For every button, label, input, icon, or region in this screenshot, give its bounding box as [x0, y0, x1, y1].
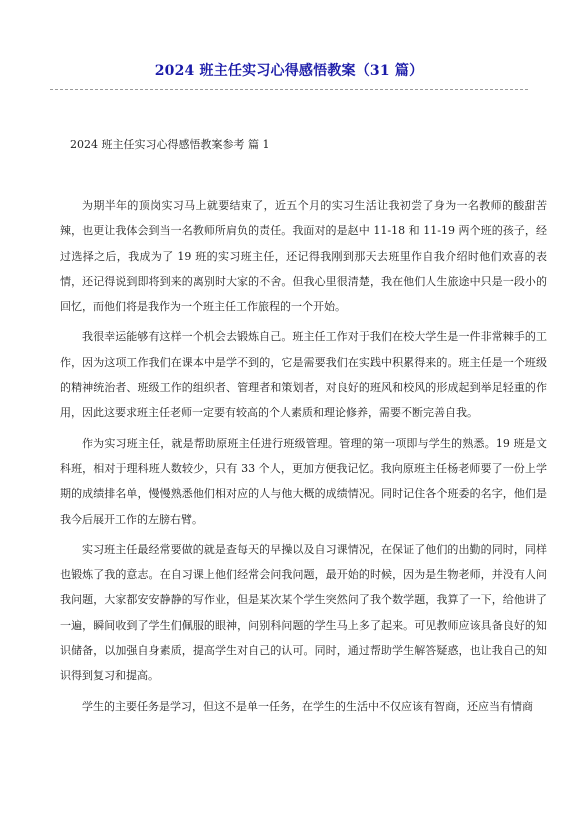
paragraph-1: 为期半年的顶岗实习马上就要结束了，近五个月的实习生活让我初尝了身为一名教师的酸甜苦辣，也更让我体会到当一名教师所肩负的责任。我面对的是赵中 11-18 和 11-19 两个班的孩子，经过选择之后，我成为了 19 班的实习班主任，还记得我刚到那天去班里作自我介绍时他们欢喜的表情，还记得说到即将到来的离别时大家的不舍。但我心里很清楚，我在他们人生旅途中只是一段小的回忆，而他们将是我作为一个班主任工作旅程的一个开始。: [60, 199, 547, 314]
title-divider: [50, 89, 528, 90]
section-subtitle: 2024 班主任实习心得感悟教案参考 篇 1: [70, 138, 270, 151]
paragraph-3: 作为实习班主任，就是帮助原班主任进行班级管理。管理的第一项即与学生的熟悉。19 班是文科班，相对于理科班人数较少，只有 33 个人，更加方便我记忆。我向原班主任杨老师要了一份上学期的成绩排名单，慢慢熟悉他们相对应的人与他大概的成绩情况。同时记住各个班委的名字，他们是我今后展开工作的左膀右臂。: [60, 436, 547, 526]
document-title: 2024 班主任实习心得感悟教案（31 篇）: [154, 63, 424, 79]
document-body: [60, 193, 547, 724]
paragraph-4: 实习班主任最经常要做的就是查每天的早操以及自习课情况，在保证了他们的出勤的同时，同样也锻炼了我的意志。在自习课上他们经常会问我问题，最开始的时候，因为是生物老师，并没有人问我问题，大家都安安静静的写作业，但是某次某个学生突然问了我个数学题，我算了一下，给他讲了一遍，瞬间收到了学生们佩服的眼神，问别科问题的学生马上多了起来。可见教师应该具备良好的知识储备，以加强自身素质，提高学生对自己的认可。同时，通过帮助学生解答疑惑，也让我自己的知识得到复习和提高。: [60, 542, 547, 683]
paragraph-2: 我很幸运能够有这样一个机会去锻炼自己。班主任工作对于我们在校大学生是一件非常棘手的工作，因为这项工作我们在课本中是学不到的，它是需要我们在实践中积累得来的。班主任是一个班级的精神统治者、班级工作的组织者、管理者和策划者，对良好的班风和校风的形成起到举足轻重的作用，因此这要求班主任老师一定要有较高的个人素质和理论修养，需要不断完善自我。: [60, 330, 547, 420]
paragraph-5: 学生的主要任务是学习，但这不是单一任务，在学生的生活中不仅应该有智商，还应当有情商: [82, 699, 533, 713]
